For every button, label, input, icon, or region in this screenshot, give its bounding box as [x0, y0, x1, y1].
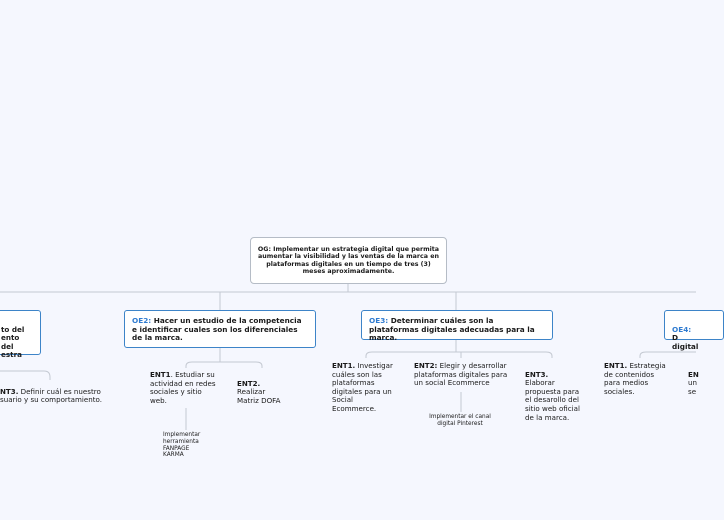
og-node[interactable]	[250, 237, 447, 284]
oe3-ent2-leaf[interactable]	[414, 362, 510, 388]
oe2-leaf-bracket	[186, 362, 262, 368]
oe1-node[interactable]	[0, 310, 41, 360]
oe2-ent1-code: ENT1	[150, 370, 171, 379]
oe3-ent2-code: ENT2:	[414, 361, 438, 370]
oe3-ent1-text: Investigar cuáles son las plataformas digitales para un Social Ecommerce.	[332, 361, 393, 413]
oe2-ent1-sub-text: Implementar herramienta FANPAGE KARMA	[163, 432, 201, 459]
oe3-ent1-code: ENT1.	[332, 361, 356, 370]
oe4-tag: OE4:	[672, 324, 692, 334]
oe2-ent2-code: ENT2.	[237, 378, 261, 388]
oe3-text: Determinar cuáles son la plataformas digitales adecuadas para la marca.	[369, 316, 535, 343]
oe4-ent2-text: un se	[688, 378, 697, 396]
oe3-tag: OE3:	[369, 316, 389, 325]
oe2-ent2-text: Realizar Matriz DOFA	[237, 387, 281, 405]
oe4-ent2-leaf[interactable]	[688, 362, 699, 396]
oe4-text: D digital	[672, 333, 699, 351]
oe4-ent1-text: Estrategia de contenidos para medios sociales.	[604, 361, 666, 396]
oe3-ent2-sub-text: Implementar el canal digital Pinterest	[429, 414, 491, 427]
og-text: OG: Implementar un estrategia digital que permita aumentar la visibilidad y las ventas de la marca en plataformas digitales en un tiempo de tres (3) meses aproximadamente.	[257, 246, 440, 276]
oe1-text: to del ento del estra	[1, 324, 25, 360]
oe3-ent2-sub-leaf[interactable]	[422, 414, 498, 428]
oe4-node[interactable]	[664, 310, 724, 351]
oe1-ent3-text: Definir cuál es nuestro suario y su comportamiento.	[0, 386, 102, 405]
oe2-ent1-leaf[interactable]	[150, 371, 220, 405]
oe2-text: Hacer un estudio de la competencia e identificar cuales son los diferenciales de la marca.	[132, 316, 302, 343]
oe4-ent2-code: EN	[688, 369, 699, 379]
oe1-ent3-code: NT3.	[0, 386, 19, 396]
oe3-ent3-text: Elaborar propuesta para el desarollo del sitio web oficial de la marca.	[525, 378, 580, 422]
oe3-leaf-bracket	[366, 352, 552, 358]
oe2-node[interactable]	[124, 310, 316, 348]
oe2-ent1-sub-leaf[interactable]	[163, 432, 209, 459]
oe4-leaf-bracket	[640, 352, 696, 358]
oe2-ent2-leaf[interactable]	[237, 371, 297, 405]
oe3-ent1-leaf[interactable]	[332, 362, 396, 414]
oe3-ent2-text: Elegir y desarrollar plataformas digitales para un social Ecommerce	[414, 361, 508, 388]
oe4-ent1-leaf[interactable]	[604, 362, 670, 396]
oe1-ent3-leaf[interactable]	[0, 379, 110, 405]
oe4-ent1-code: ENT1.	[604, 361, 628, 370]
oe3-ent3-leaf[interactable]	[525, 362, 583, 422]
oe3-ent3-code: ENT3.	[525, 369, 549, 379]
oe2-tag: OE2:	[132, 316, 152, 325]
oe2-ent1-text: . Estudiar su actividad en redes sociales y sitio web.	[150, 370, 216, 405]
oe3-node[interactable]	[361, 310, 553, 343]
